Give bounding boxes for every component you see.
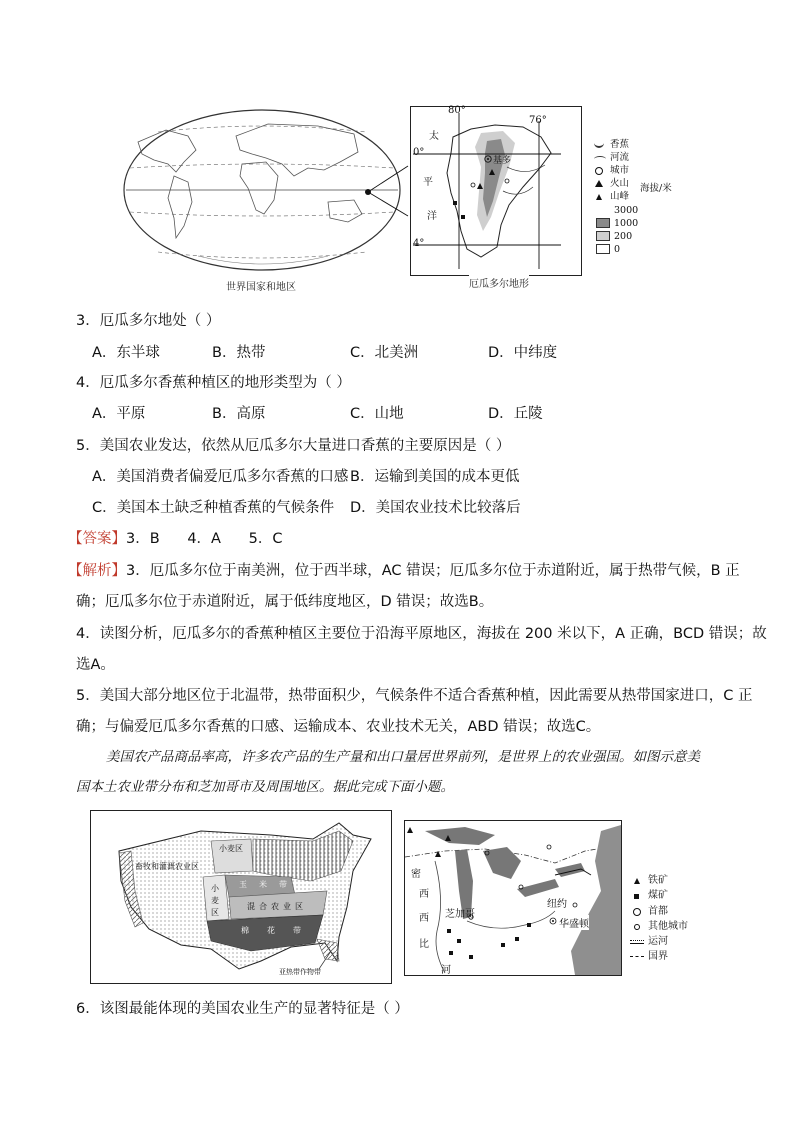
- elev-swatch-mid: [596, 231, 610, 241]
- q4-option-c[interactable]: C．山地: [350, 406, 404, 422]
- mississippi-char-2: 西: [419, 889, 429, 900]
- analysis-line-4: 选A。: [76, 657, 115, 673]
- cotton-char-3: 带: [293, 926, 301, 935]
- legend-elev-200: 200: [614, 231, 633, 242]
- world-map: [118, 106, 406, 292]
- analysis-tag: 【解析】: [68, 563, 126, 579]
- small-wheat-char-3: 区: [211, 908, 219, 917]
- legend-peak: 山峰: [610, 191, 630, 202]
- mississippi-char-5: 河: [441, 965, 451, 976]
- legend-iron: 铁矿: [648, 875, 668, 886]
- river-icon: [594, 156, 606, 162]
- elev-swatch-low: [596, 244, 610, 254]
- q3-option-a[interactable]: A．东半球: [92, 345, 160, 361]
- analysis-line-1: [68, 561, 740, 581]
- analysis-text-1: 3．厄瓜多尔位于南美洲，位于西半球，AC 错误；厄瓜多尔位于赤道附近，属于热带气候，B 正: [126, 563, 740, 579]
- legend-canal: 运河: [648, 936, 668, 947]
- small-wheat-char-1: 小: [211, 884, 219, 893]
- mixed-char-3: 农: [271, 902, 279, 911]
- ecuador-legend: [592, 138, 712, 278]
- question-5-stem: 5．美国农业发达，依然从厄瓜多尔大量进口香蕉的主要原因是（ ）: [76, 438, 511, 454]
- washington-label: 华盛顿: [559, 915, 589, 930]
- q3-option-b[interactable]: B．热带: [212, 345, 266, 361]
- intro-line-2: 国本土农业带分布和芝加哥市及周围地区。据此完成下面小题。: [76, 779, 454, 795]
- mississippi-char-3: 西: [419, 913, 429, 924]
- legend-elev-0: 0: [614, 244, 621, 255]
- lat-0-label: 0°: [413, 147, 425, 158]
- cotton-char-2: 花: [267, 926, 275, 935]
- chicago-region-map: [404, 820, 622, 976]
- chicago-legend: [630, 874, 730, 974]
- mississippi-char-4: 比: [419, 939, 429, 950]
- legend-city: 城市: [610, 165, 630, 176]
- legend-elevation-title: 海拔/米: [640, 183, 672, 194]
- mixed-char-1: 混: [247, 902, 255, 911]
- mixed-char-2: 合: [259, 902, 267, 911]
- chicago-label: 芝加哥: [445, 909, 475, 920]
- q5-option-d[interactable]: D．美国农业技术比较落后: [350, 500, 521, 516]
- mixed-char-4: 业: [283, 902, 291, 911]
- legend-volcano: 火山: [610, 178, 630, 189]
- legend-capital: 首都: [648, 906, 668, 917]
- elev-swatch-high: [596, 218, 610, 228]
- lon-76-label: 76°: [529, 115, 547, 126]
- mississippi-char-1: 密: [411, 869, 421, 880]
- legend-elev-3000: 3000: [614, 205, 639, 216]
- border-icon: [630, 956, 644, 958]
- intro-line-1: 美国农产品商品率高，许多农产品的生产量和出口量居世界前列，是世界上的农业强国。如图示意美: [106, 749, 700, 765]
- ranch-zone-label: 畜牧和灌溉农业区: [135, 862, 199, 871]
- chicago-region-svg: [405, 821, 621, 975]
- ocean-char-2: 平: [423, 177, 433, 188]
- analysis-line-3: 4．读图分析，厄瓜多尔的香蕉种植区主要位于沿海平原地区，海拔在 200 米以下，A 正确，BCD 错误；故: [76, 626, 767, 642]
- analysis-line-5: 5．美国大部分地区位于北温带，热带面积少，气候条件不适合香蕉种植，因此需要从热带国家进口，C 正: [76, 688, 753, 704]
- ecuador-map-figure: [410, 105, 582, 290]
- small-wheat-char-2: 麦: [211, 896, 219, 905]
- cotton-char-1: 棉: [241, 926, 249, 935]
- q4-option-a[interactable]: A．平原: [92, 406, 146, 422]
- us-agriculture-map: [90, 810, 392, 984]
- q3-option-d[interactable]: D．中纬度: [488, 345, 558, 361]
- legend-banana: 香蕉: [610, 139, 630, 150]
- newyork-label: 纽约: [547, 899, 567, 910]
- canal-icon: [630, 940, 644, 944]
- volcano-icon: [595, 180, 603, 187]
- ecuador-map-caption: 厄瓜多尔地形: [469, 275, 529, 290]
- legend-elev-1000: 1000: [614, 218, 639, 229]
- ocean-char-3: 洋: [427, 211, 437, 222]
- corn-char-2: 米: [259, 880, 267, 889]
- ocean-char-1: 太: [429, 131, 439, 142]
- answer-tag: 【答案】: [68, 531, 126, 547]
- q4-option-b[interactable]: B．高原: [212, 406, 266, 422]
- city-dot-icon: [634, 924, 640, 930]
- quito-label: 基多: [493, 156, 512, 166]
- coal-icon: [634, 894, 639, 899]
- legend-coal: 煤矿: [648, 890, 668, 901]
- subtropical-label: 亚热带作物带: [279, 968, 321, 976]
- city-icon: [595, 167, 603, 175]
- legend-border: 国界: [648, 951, 668, 962]
- world-map-caption: 世界国家和地区: [226, 282, 296, 293]
- wheat-zone-label: 小麦区: [219, 844, 243, 853]
- analysis-line-6: 确；与偏爱厄瓜多尔香蕉的口感、运输成本、农业技术无关，ABD 错误；故选C。: [76, 719, 601, 735]
- peak-icon: [596, 194, 602, 200]
- question-3-stem: 3．厄瓜多尔地处（ ）: [76, 313, 221, 329]
- analysis-line-2: 确；厄瓜多尔位于赤道附近，属于低纬度地区，D 错误；故选B。: [76, 594, 494, 610]
- q5-option-a[interactable]: A．美国消费者偏爱厄瓜多尔香蕉的口感: [92, 469, 349, 485]
- world-map-figure: [118, 106, 406, 292]
- legend-other-city: 其他城市: [648, 921, 688, 932]
- capital-icon: [633, 908, 641, 916]
- lat-4-label: 4°: [413, 238, 425, 249]
- q4-option-d[interactable]: D．丘陵: [488, 406, 543, 422]
- us-agriculture-svg: [91, 811, 391, 983]
- lon-80-label: 80°: [448, 105, 466, 116]
- answer-line: [68, 529, 283, 549]
- q5-option-c[interactable]: C．美国本土缺乏种植香蕉的气候条件: [92, 500, 335, 516]
- banana-icon: [594, 140, 604, 148]
- answer-text: 3．B 4．A 5．C: [126, 531, 283, 547]
- question-4-stem: 4．厄瓜多尔香蕉种植区的地形类型为（ ）: [76, 375, 351, 391]
- q5-option-b[interactable]: B．运输到美国的成本更低: [350, 469, 520, 485]
- iron-ore-icon: [634, 878, 640, 884]
- mixed-char-5: 区: [295, 902, 303, 911]
- q3-option-c[interactable]: C．北美洲: [350, 345, 419, 361]
- legend-river: 河流: [610, 152, 630, 163]
- corn-char-3: 带: [279, 880, 287, 889]
- question-6-stem: 6．该图最能体现的美国农业生产的显著特征是（ ）: [76, 1001, 409, 1017]
- corn-char-1: 玉: [239, 880, 247, 889]
